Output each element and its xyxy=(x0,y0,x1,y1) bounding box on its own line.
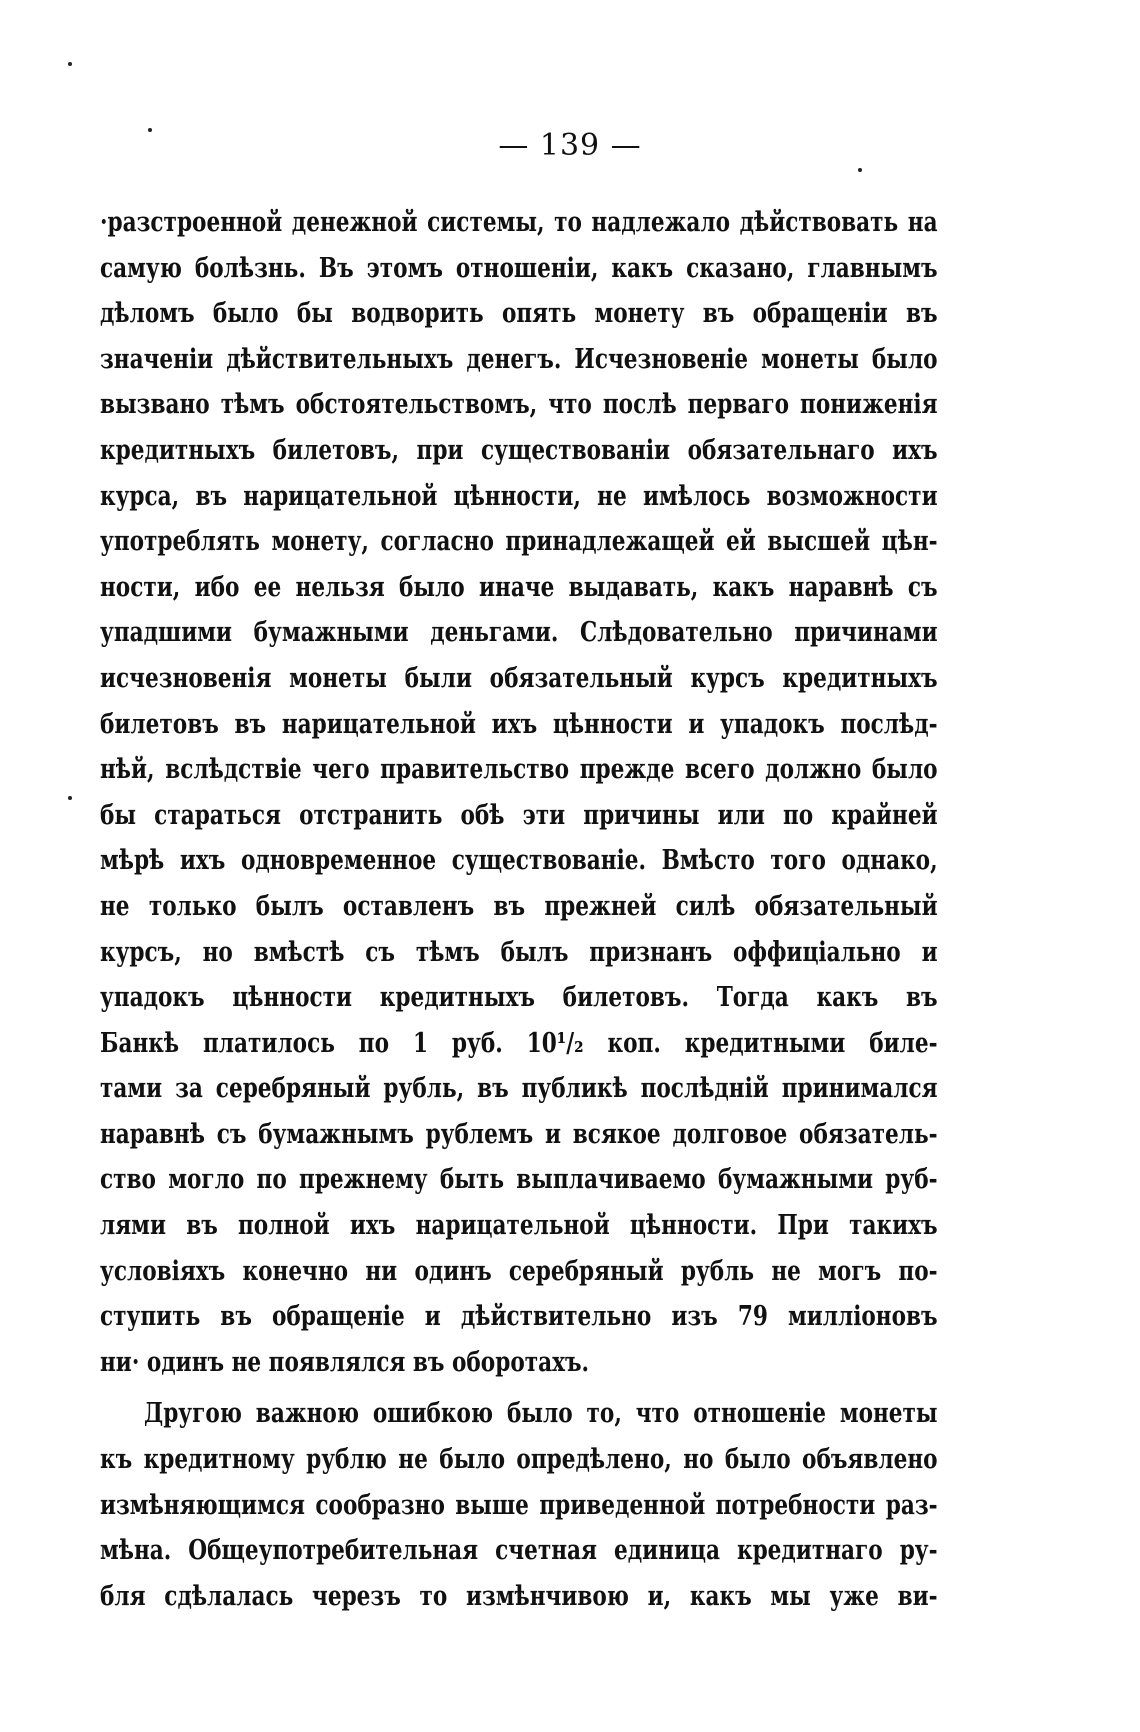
ink-speck xyxy=(68,796,72,800)
page-number: — 139 — xyxy=(498,128,642,163)
text-line: ·разстроенной денежной системы, то надлежало дѣйствовать на xyxy=(100,207,938,238)
text-line: исчезновенiя монеты были обязательный курсъ кредитныхъ xyxy=(100,662,938,694)
text-line: курсъ, но вмѣстѣ съ тѣмъ былъ признанъ оффицiально и xyxy=(100,936,938,968)
body-text xyxy=(100,200,938,1619)
text-line: нѣй, вслѣдствiе чего правительство прежде всего должно было xyxy=(100,754,938,786)
ink-speck xyxy=(68,62,72,66)
text-line: Другою важною ошибкою было то, что отношенiе монеты xyxy=(144,1398,938,1430)
text-line: упадокъ цѣнности кредитныхъ билетовъ. Тогда какъ въ xyxy=(100,982,938,1014)
text-line: ни· одинъ не появлялся въ оборотахъ. xyxy=(100,1346,590,1378)
text-line: ступить въ обращенiе и дѣйствительно изъ 79 миллiоновъ xyxy=(100,1301,938,1333)
text-line: лями въ полной ихъ нарицательной цѣнности. При такихъ xyxy=(100,1210,938,1242)
paragraph-2 xyxy=(100,1391,938,1619)
text-line: не только былъ оставленъ въ прежней силѣ обязательный xyxy=(100,890,938,922)
text-line: бля сдѣлалась черезъ то измѣнчивою и, какъ мы уже ви- xyxy=(100,1580,938,1612)
text-line: измѣняющимся сообразно выше приведенной потребности раз- xyxy=(100,1489,938,1521)
text-line: кредитныхъ билетовъ, при существованiи обязательнаго ихъ xyxy=(100,434,938,466)
paragraph-1 xyxy=(100,200,938,1385)
text-line: употреблять монету, согласно принадлежащей ей высшей цѣн- xyxy=(100,526,938,558)
text-line: курса, въ нарицательной цѣнности, не имѣлось возможности xyxy=(100,480,938,512)
text-line: бы стараться отстранить обѣ эти причины или по крайней xyxy=(100,799,938,831)
text-line: къ кредитному рублю не было опредѣлено, но было объявлено xyxy=(100,1444,938,1476)
text-line: наравнѣ съ бумажнымъ рублемъ и всякое долговое обязатель- xyxy=(100,1118,938,1150)
text-line: значенiи дѣйствительныхъ денегъ. Исчезновенiе монеты было xyxy=(100,343,938,375)
text-line: мѣрѣ ихъ одновременное существованiе. Вмѣсто того однако, xyxy=(100,845,938,877)
text-line: самую болѣзнь. Въ этомъ отношенiи, какъ сказано, главнымъ xyxy=(100,252,938,284)
text-line: ство могло по прежнему быть выплачиваемо бумажными руб- xyxy=(100,1164,938,1196)
text-line: ности, ибо ее нельзя было иначе выдавать, какъ наравнѣ съ xyxy=(100,571,938,603)
text-line: билетовъ въ нарицательной ихъ цѣнности и упадокъ послѣд- xyxy=(100,708,938,740)
text-line: условiяхъ конечно ни одинъ серебряный рубль не могъ по- xyxy=(100,1255,938,1287)
ink-speck xyxy=(858,168,862,172)
text-line: упадшими бумажными деньгами. Слѣдовательно причинами xyxy=(100,617,938,649)
text-line: мѣна. Общеупотребительная счетная единица кредитнаго ру- xyxy=(100,1535,938,1567)
text-line: дѣломъ было бы водворить опять монету въ обращенiи въ xyxy=(100,298,938,330)
text-line: вызвано тѣмъ обстоятельствомъ, что послѣ перваго пониженiя xyxy=(100,389,938,421)
text-line: тами за серебряный рубль, въ публикѣ послѣднiй принимался xyxy=(100,1073,938,1105)
text-line: Банкѣ платилось по 1 руб. 10¹/₂ коп. кредитными биле- xyxy=(100,1027,938,1059)
